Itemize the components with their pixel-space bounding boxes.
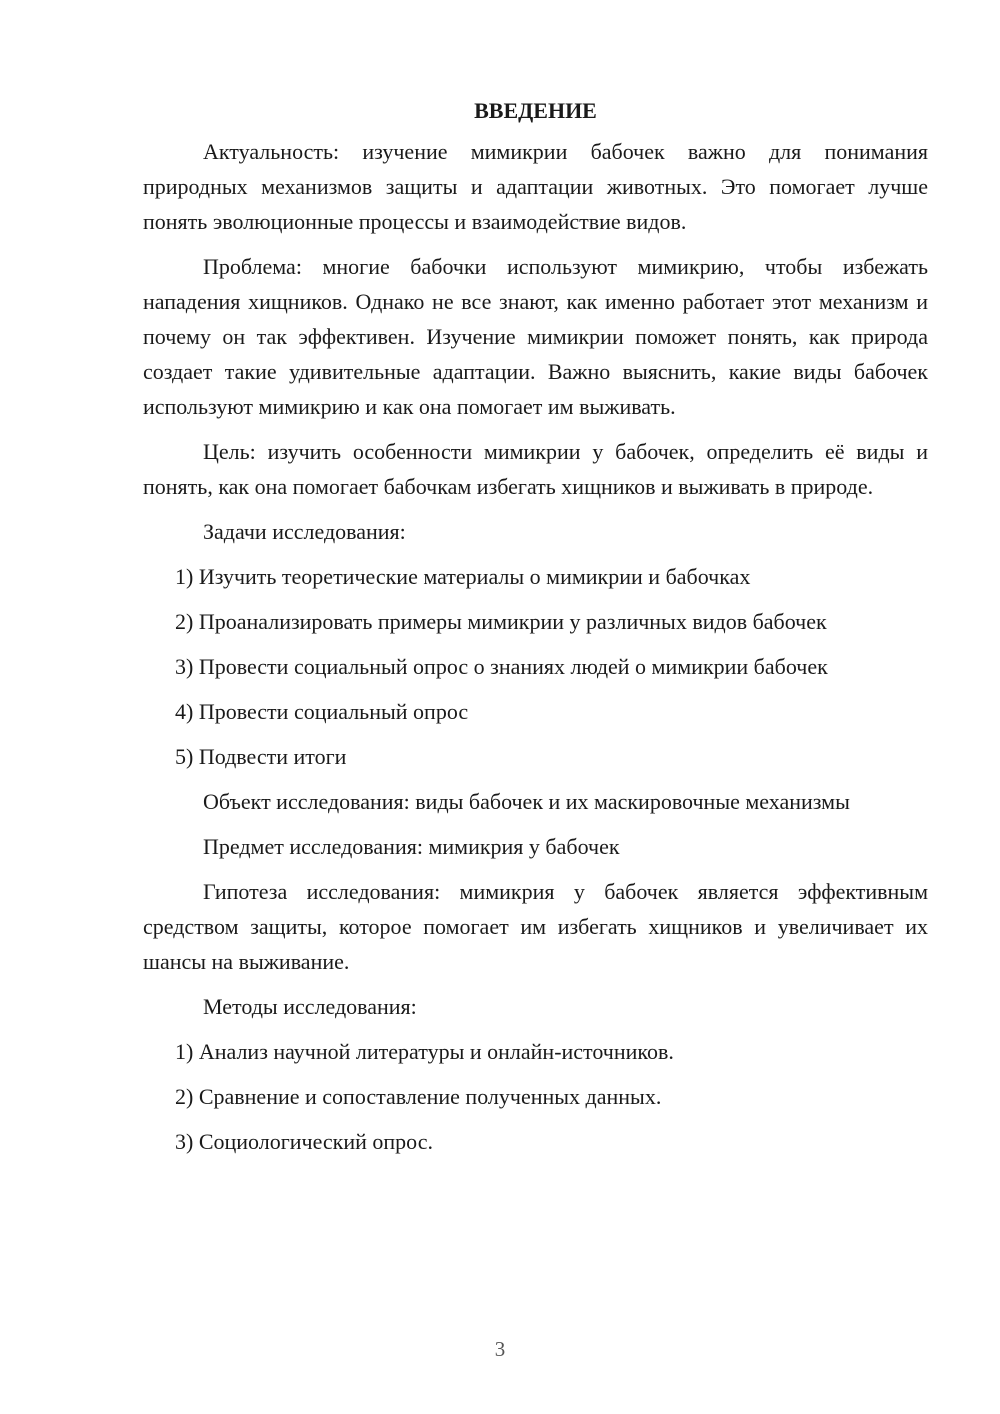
method-item: 1) Анализ научной литературы и онлайн-источников. [175, 1039, 674, 1064]
problem-paragraph: Проблема: многие бабочки используют мимикрию, чтобы избежать нападения хищников. Однако не все знают, как именно работает этот механизм и почему он так эффективен. Изучение мимикрии поможет понять, как природа создает такие удивительные адаптации. Важно выяснить, какие виды бабочек используют мимикрию и как она помогает им выживать. [143, 254, 928, 419]
goal-paragraph: Цель: изучить особенности мимикрии у бабочек, определить её виды и понять, как она помогает бабочкам избегать хищников и выживать в природе. [143, 439, 928, 499]
task-item: 2) Проанализировать примеры мимикрии у различных видов бабочек [175, 609, 827, 634]
hypothesis-paragraph: Гипотеза исследования: мимикрия у бабочек является эффективным средством защиты, которое помогает им избегать хищников и увеличивает их шансы на выживание. [143, 879, 928, 974]
page-number: 3 [494, 1337, 506, 1361]
task-item: 5) Подвести итоги [175, 744, 347, 769]
object-paragraph: Объект исследования: виды бабочек и их маскировочные механизмы [203, 789, 850, 814]
task-item: 4) Провести социальный опрос [175, 699, 469, 724]
page-content [143, 96, 928, 1169]
method-item: 2) Сравнение и сопоставление полученных данных. [175, 1084, 662, 1109]
tasks-title: Задачи исследования: [203, 519, 406, 544]
methods-title: Методы исследования: [203, 994, 417, 1019]
relevance-paragraph: Актуальность: изучение мимикрии бабочек важно для понимания природных механизмов защиты и адаптации животных. Это помогает лучше понять эволюционные процессы и взаимодействие видов. [143, 139, 928, 234]
section-heading: ВВЕДЕНИЕ [474, 98, 597, 123]
task-item: 1) Изучить теоретические материалы о мимикрии и бабочках [175, 564, 751, 589]
task-item: 3) Провести социальный опрос о знаниях людей о мимикрии бабочек [175, 654, 828, 679]
subject-paragraph: Предмет исследования: мимикрия у бабочек [203, 834, 620, 859]
method-item: 3) Социологический опрос. [175, 1129, 433, 1154]
